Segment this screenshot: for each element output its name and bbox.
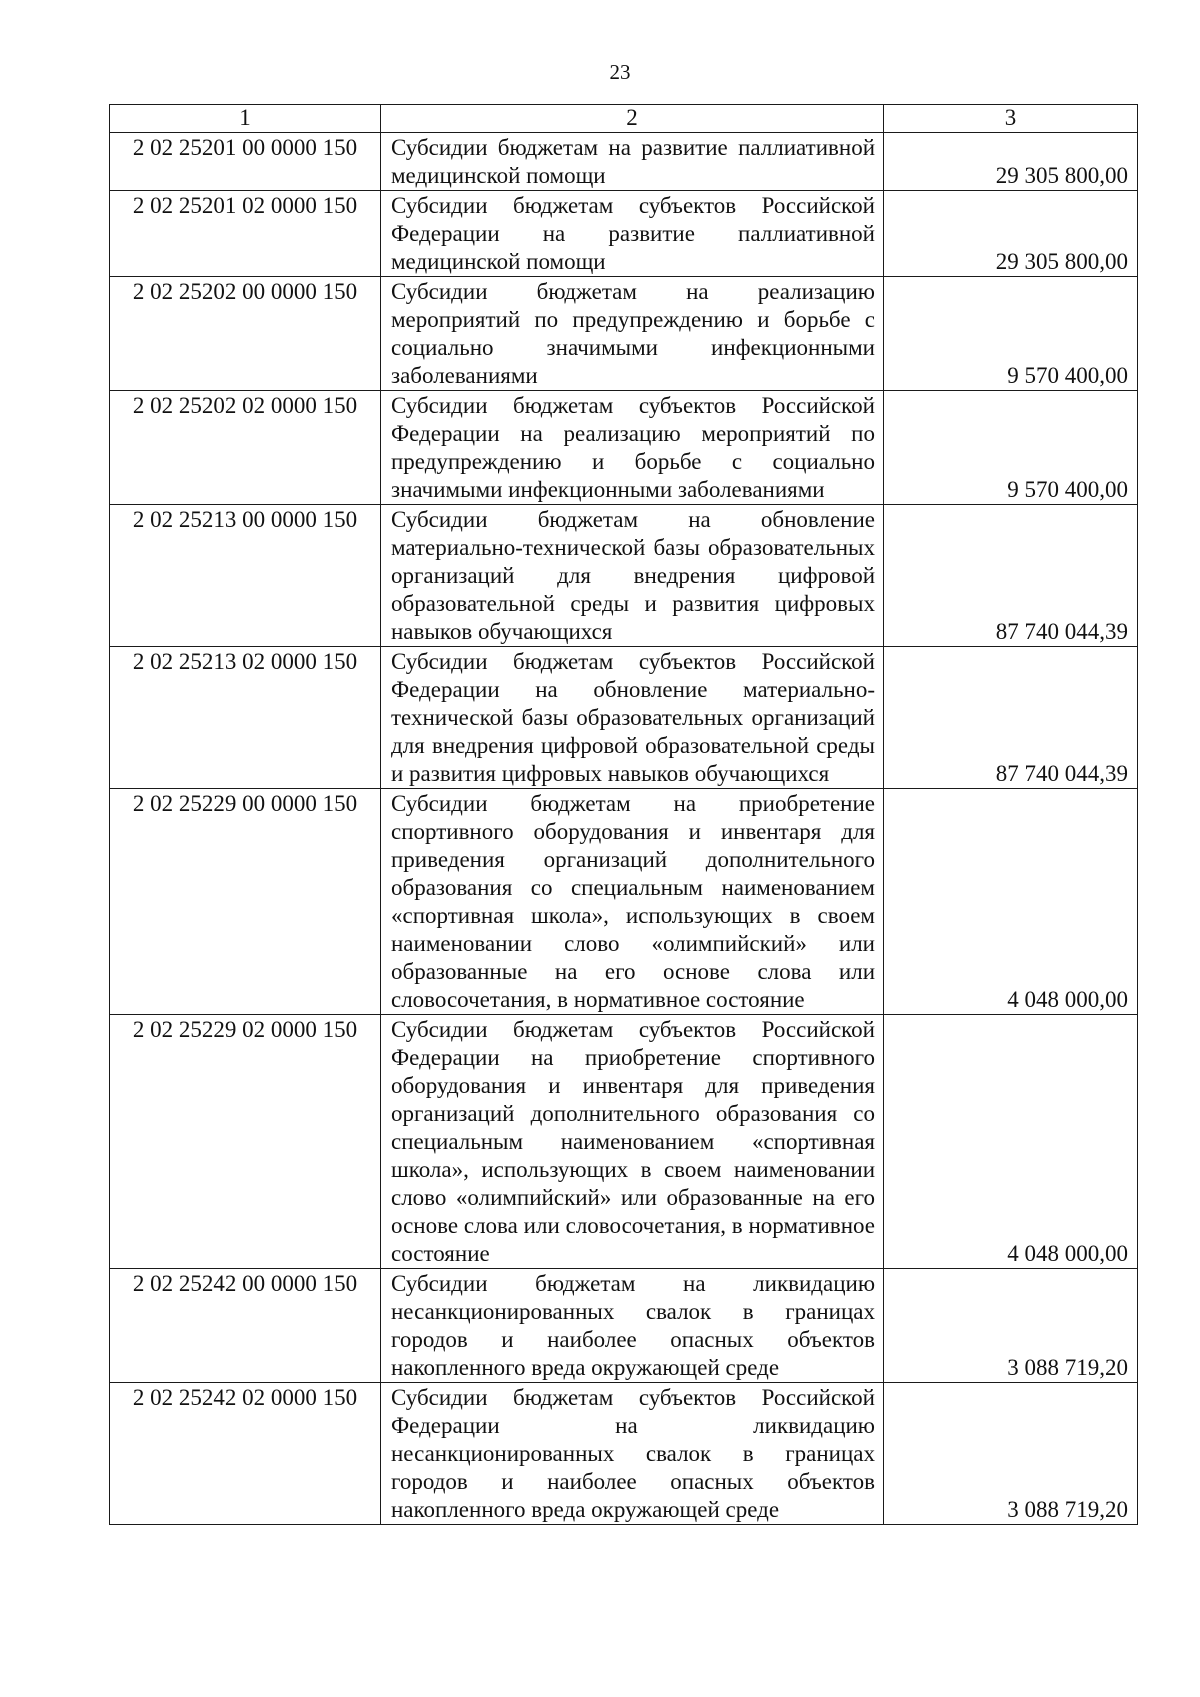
row-code: 2 02 25213 02 0000 150 bbox=[110, 647, 381, 789]
table-row bbox=[110, 505, 1138, 647]
row-code: 2 02 25229 00 0000 150 bbox=[110, 789, 381, 1015]
column-header-amount: 3 bbox=[884, 105, 1138, 133]
row-amount: 3 088 719,20 bbox=[884, 1269, 1138, 1383]
row-description: Субсидии бюджетам субъектов Российской Федерации на реализацию мероприятий по предупреждению и борьбе с социально значимыми инфекционными заболеваниями bbox=[381, 391, 884, 505]
row-code: 2 02 25229 02 0000 150 bbox=[110, 1015, 381, 1269]
table-row bbox=[110, 647, 1138, 789]
column-header-description: 2 bbox=[381, 105, 884, 133]
table-row bbox=[110, 133, 1138, 191]
row-code: 2 02 25213 00 0000 150 bbox=[110, 505, 381, 647]
row-code: 2 02 25201 02 0000 150 bbox=[110, 191, 381, 277]
column-header-code: 1 bbox=[110, 105, 381, 133]
row-description: Субсидии бюджетам на реализацию мероприятий по предупреждению и борьбе с социально значимыми инфекционными заболеваниями bbox=[381, 277, 884, 391]
row-code: 2 02 25202 00 0000 150 bbox=[110, 277, 381, 391]
row-amount: 3 088 719,20 bbox=[884, 1383, 1138, 1525]
row-amount: 29 305 800,00 bbox=[884, 133, 1138, 191]
row-amount: 9 570 400,00 bbox=[884, 391, 1138, 505]
row-amount: 4 048 000,00 bbox=[884, 789, 1138, 1015]
table-row bbox=[110, 1015, 1138, 1269]
row-description: Субсидии бюджетам субъектов Российской Федерации на ликвидацию несанкционированных свалок в границах городов и наиболее опасных объектов накопленного вреда окружающей среде bbox=[381, 1383, 884, 1525]
row-code: 2 02 25242 02 0000 150 bbox=[110, 1383, 381, 1525]
row-description: Субсидии бюджетам на обновление материально-технической базы образовательных организаций для внедрения цифровой образовательной среды и развития цифровых навыков обучающихся bbox=[381, 505, 884, 647]
row-code: 2 02 25242 00 0000 150 bbox=[110, 1269, 381, 1383]
table-row bbox=[110, 1383, 1138, 1525]
row-description: Субсидии бюджетам на развитие паллиативной медицинской помощи bbox=[381, 133, 884, 191]
row-description: Субсидии бюджетам на приобретение спортивного оборудования и инвентаря для приведения организаций дополнительного образования со специальным наименованием «спортивная школа», использующих в своем наименовании слово «олимпийский» или образованные на его основе слова или словосочетания, в нормативное состояние bbox=[381, 789, 884, 1015]
row-code: 2 02 25202 02 0000 150 bbox=[110, 391, 381, 505]
table-row bbox=[110, 191, 1138, 277]
row-amount: 29 305 800,00 bbox=[884, 191, 1138, 277]
budget-revenue-table bbox=[109, 104, 1138, 1525]
row-amount: 87 740 044,39 bbox=[884, 505, 1138, 647]
page-number: 23 bbox=[609, 60, 631, 84]
row-amount: 87 740 044,39 bbox=[884, 647, 1138, 789]
row-description: Субсидии бюджетам субъектов Российской Федерации на обновление материально-технической базы образовательных организаций для внедрения цифровой образовательной среды и развития цифровых навыков обучающихся bbox=[381, 647, 884, 789]
row-code: 2 02 25201 00 0000 150 bbox=[110, 133, 381, 191]
row-description: Субсидии бюджетам субъектов Российской Федерации на приобретение спортивного оборудования и инвентаря для приведения организаций дополнительного образования со специальным наименованием «спортивная школа», использующих в своем наименовании слово «олимпийский» или образованные на его основе слова или словосочетания, в нормативное состояние bbox=[381, 1015, 884, 1269]
row-amount: 4 048 000,00 bbox=[884, 1015, 1138, 1269]
table-row bbox=[110, 277, 1138, 391]
row-description: Субсидии бюджетам на ликвидацию несанкционированных свалок в границах городов и наиболее опасных объектов накопленного вреда окружающей среде bbox=[381, 1269, 884, 1383]
row-description: Субсидии бюджетам субъектов Российской Федерации на развитие паллиативной медицинской помощи bbox=[381, 191, 884, 277]
table-header-row bbox=[110, 105, 1138, 133]
table-row bbox=[110, 391, 1138, 505]
row-amount: 9 570 400,00 bbox=[884, 277, 1138, 391]
table-row bbox=[110, 1269, 1138, 1383]
table-row bbox=[110, 789, 1138, 1015]
